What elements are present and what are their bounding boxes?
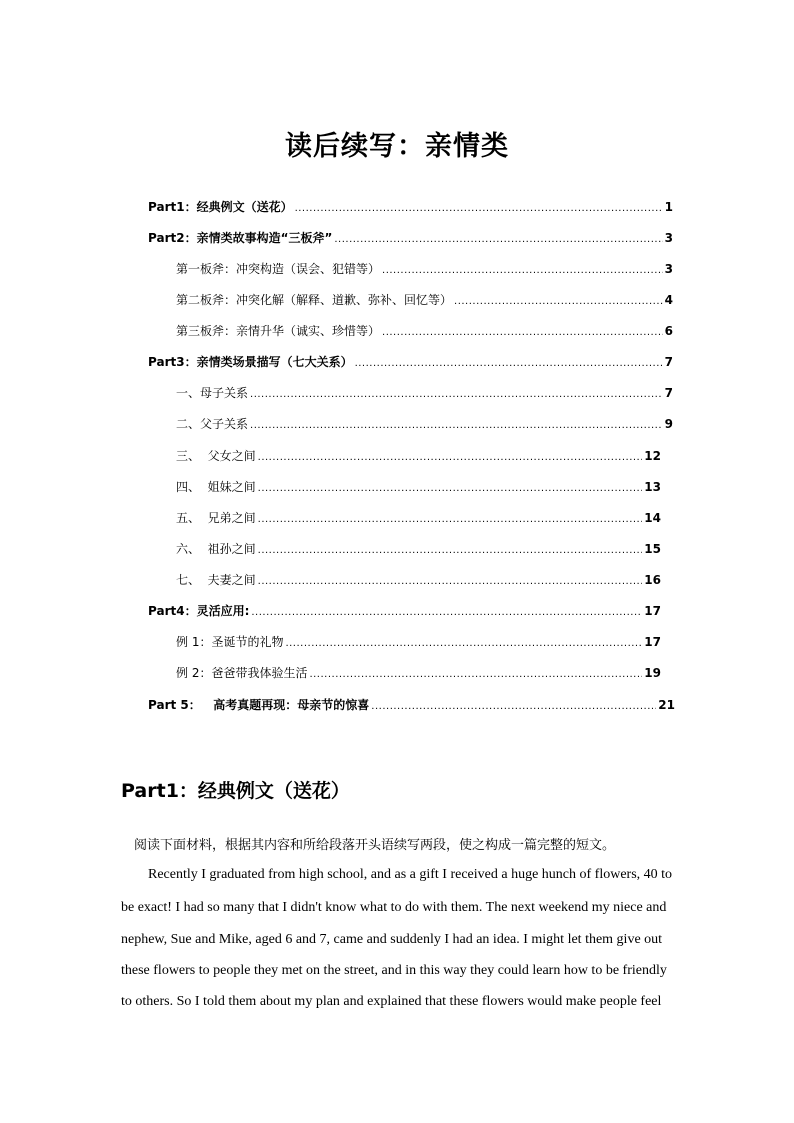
toc-entry[interactable] bbox=[176, 664, 661, 682]
toc-leader-dots bbox=[258, 480, 643, 494]
toc-entry[interactable] bbox=[176, 260, 673, 278]
passage-line: nephew, Sue and Mike, aged 6 and 7, came and suddenly I had an idea. I might let them give out bbox=[121, 932, 663, 947]
toc-entry-page: 4 bbox=[664, 293, 673, 307]
toc-entry-label: 第三板斧：亲情升华（诚实、珍惜等） bbox=[176, 324, 381, 338]
toc-entry[interactable] bbox=[148, 229, 673, 247]
toc-entry[interactable] bbox=[176, 540, 661, 558]
toc-entry-page: 15 bbox=[644, 542, 661, 556]
toc-leader-dots bbox=[295, 200, 663, 214]
toc-entry-page: 17 bbox=[644, 604, 661, 618]
toc-entry-label: 例 2：爸爸带我体验生活 bbox=[176, 666, 308, 680]
toc-entry-label: 二、父子关系 bbox=[176, 417, 249, 431]
toc-leader-dots bbox=[285, 635, 642, 649]
toc-leader-dots bbox=[382, 324, 663, 338]
toc-entry-page: 3 bbox=[664, 231, 673, 245]
toc-leader-dots bbox=[454, 293, 663, 307]
toc-entry-page: 13 bbox=[644, 480, 661, 494]
toc-entry-page: 3 bbox=[664, 262, 673, 276]
toc-leader-dots bbox=[251, 604, 642, 618]
toc-entry-page: 7 bbox=[664, 386, 673, 400]
toc-entry-label: 一、母子关系 bbox=[176, 386, 249, 400]
toc-entry-label: Part 5： 高考真题再现：母亲节的惊喜 bbox=[148, 698, 370, 712]
toc-entry[interactable] bbox=[176, 633, 661, 651]
toc-entry[interactable] bbox=[176, 478, 661, 496]
toc-entry-label: 六、 祖孙之间 bbox=[176, 542, 256, 556]
toc-entry-label: 第二板斧：冲突化解（解释、道歉、弥补、回忆等） bbox=[176, 293, 453, 307]
toc-leader-dots bbox=[258, 511, 643, 525]
toc-entry[interactable] bbox=[148, 696, 675, 714]
toc-entry-page: 14 bbox=[644, 511, 661, 525]
toc-entry[interactable] bbox=[176, 291, 673, 309]
toc-leader-dots bbox=[355, 355, 663, 369]
toc-entry-page: 16 bbox=[644, 573, 661, 587]
toc-leader-dots bbox=[250, 417, 663, 431]
toc-leader-dots bbox=[382, 262, 663, 276]
toc-leader-dots bbox=[309, 666, 642, 680]
toc-entry-label: 七、 夫妻之间 bbox=[176, 573, 256, 587]
toc-entry[interactable] bbox=[176, 571, 661, 589]
section-heading: Part1：经典例文（送花） bbox=[121, 780, 350, 802]
toc-entry[interactable] bbox=[176, 509, 661, 527]
toc-entry-label: 四、 姐妹之间 bbox=[176, 480, 256, 494]
passage-line: Recently I graduated from high school, and as a gift I received a huge hunch of flowers, 40 to bbox=[148, 867, 673, 882]
toc-entry[interactable] bbox=[148, 353, 673, 371]
passage-line: these flowers to people they met on the street, and in this way they could learn how to be friendly bbox=[121, 963, 667, 978]
toc-entry-page: 17 bbox=[644, 635, 661, 649]
toc-entry[interactable] bbox=[176, 384, 673, 402]
toc-entry[interactable] bbox=[176, 322, 673, 340]
toc-entry-label: 例 1：圣诞节的礼物 bbox=[176, 635, 284, 649]
toc-entry-page: 21 bbox=[658, 698, 675, 712]
task-instruction: 阅读下面材料，根据其内容和所给段落开头语续写两段，使之构成一篇完整的短文。 bbox=[134, 838, 616, 853]
toc-entry-page: 7 bbox=[664, 355, 673, 369]
document-title: 读后续写：亲情类 bbox=[285, 131, 509, 162]
toc-leader-dots bbox=[334, 231, 662, 245]
toc-leader-dots bbox=[371, 698, 656, 712]
toc-entry-page: 1 bbox=[664, 200, 673, 214]
toc-entry-label: 第一板斧：冲突构造（误会、犯错等） bbox=[176, 262, 381, 276]
toc-entry-label: Part1：经典例文（送花） bbox=[148, 200, 293, 214]
toc-entry-page: 12 bbox=[644, 449, 661, 463]
toc-leader-dots bbox=[258, 542, 643, 556]
toc-entry-label: Part3：亲情类场景描写（七大关系） bbox=[148, 355, 353, 369]
toc-leader-dots bbox=[250, 386, 663, 400]
toc-entry-label: 五、 兄弟之间 bbox=[176, 511, 256, 525]
toc-entry[interactable] bbox=[148, 198, 673, 216]
passage-line: be exact! I had so many that I didn't know what to do with them. The next weekend my niece and bbox=[121, 900, 667, 915]
toc-leader-dots bbox=[258, 449, 643, 463]
toc-entry-label: Part2：亲情类故事构造“三板斧” bbox=[148, 231, 333, 245]
toc-entry-page: 6 bbox=[664, 324, 673, 338]
toc-entry-page: 9 bbox=[664, 417, 673, 431]
toc-entry[interactable] bbox=[148, 602, 661, 620]
toc-entry-label: 三、 父女之间 bbox=[176, 449, 256, 463]
passage-line: to others. So I told them about my plan and explained that these flowers would make people feel bbox=[121, 994, 662, 1009]
toc-entry-page: 19 bbox=[644, 666, 661, 680]
toc-leader-dots bbox=[258, 573, 643, 587]
toc-entry-label: Part4：灵活应用: bbox=[148, 604, 250, 618]
toc-entry[interactable] bbox=[176, 447, 661, 465]
toc-entry[interactable] bbox=[176, 415, 673, 433]
